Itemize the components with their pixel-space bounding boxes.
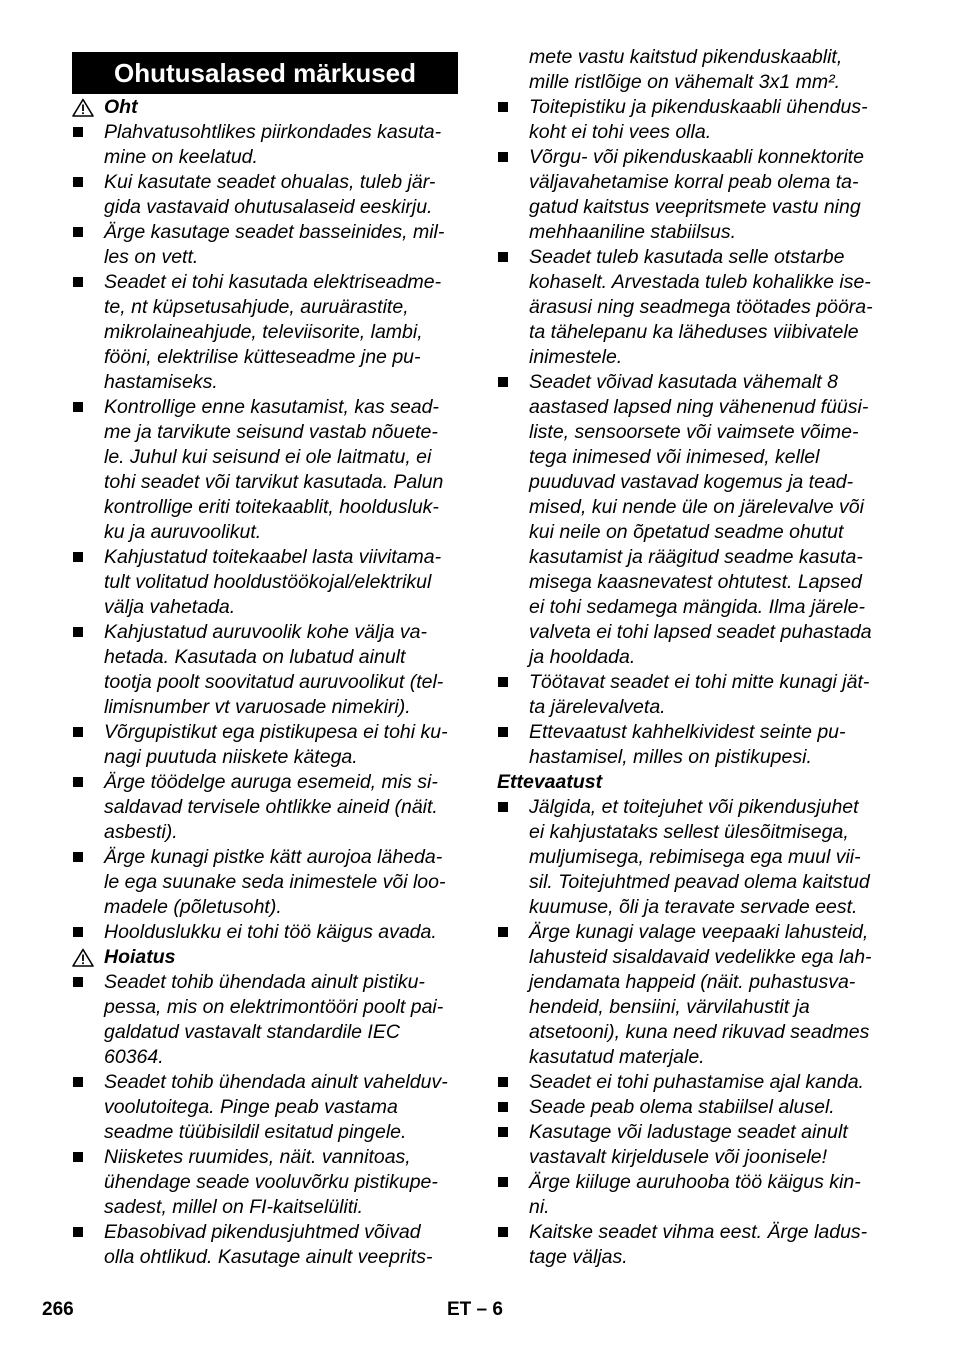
text-line: limisnumber vt varuosade nimekiri).	[104, 696, 411, 718]
text-line: hetada. Kasutada on lubatud ainult	[104, 646, 406, 668]
text-line: Ärge kasutage seadet basseinides, mil-	[104, 221, 445, 243]
text-line: gida vastavaid ohutusalaseid eeskirju.	[104, 196, 433, 218]
list-item	[497, 720, 889, 770]
text-line: Plahvatusohtlikes piirkondades kasuta-	[104, 121, 442, 143]
bullet-square-icon	[498, 1102, 508, 1112]
bullet-square-icon	[73, 1227, 83, 1237]
text-line: kui neile on õpetatud seadme ohutut	[529, 521, 844, 543]
bullet-square-icon	[498, 802, 508, 812]
text-line: seadme tüübisildil esitatud pingele.	[104, 1121, 407, 1143]
text-line: hastamisel, milles on pistikupesi.	[529, 746, 812, 768]
bullet-square-icon	[73, 227, 83, 237]
text-line: liste, sensoorsete või vaimsete võime-	[529, 421, 859, 443]
text-line: te, nt küpsetusahjude, auruärastite,	[104, 296, 409, 318]
text-line: muljumisega, rebimisega ega muul vii-	[529, 846, 861, 868]
list-item-continuation	[497, 45, 889, 95]
list-item	[72, 920, 458, 945]
heading-text: Hoiatus	[104, 946, 176, 968]
page-number: 266	[42, 1299, 74, 1320]
list-item	[497, 245, 889, 370]
bullet-square-icon	[73, 277, 83, 287]
text-line: Kontrollige enne kasutamist, kas sead-	[104, 396, 439, 418]
text-line: Võrgu- või pikenduskaabli konnektorite	[529, 146, 864, 168]
text-line: inimestele.	[529, 346, 623, 368]
text-line: sadest, millel on FI-kaitselüliti.	[104, 1196, 364, 1218]
bullet-square-icon	[498, 377, 508, 387]
list-item	[72, 120, 458, 170]
bullet-square-icon	[498, 1127, 508, 1137]
warning-heading	[72, 945, 458, 970]
text-line: tootja poolt soovitatud auruvoolikut (tel-	[104, 671, 444, 693]
bullet-square-icon	[498, 677, 508, 687]
bullet-square-icon	[498, 727, 508, 737]
text-line: ühendage seade vooluvõrku pistikupe-	[104, 1171, 438, 1193]
warning-heading	[72, 95, 458, 120]
text-line: sil. Toitejuhtmed peavad olema kaitstud	[529, 871, 870, 893]
bullet-square-icon	[498, 927, 508, 937]
text-line: Ebasobivad pikendusjuhtmed võivad	[104, 1221, 421, 1243]
text-line: mille ristlõige on vähemalt 3x1 mm².	[529, 71, 841, 93]
text-line: saldavad tervisele ohtlikke aineid (näit.	[104, 796, 438, 818]
heading-text: Oht	[104, 96, 138, 118]
text-line: kasutatud materjale.	[529, 1046, 705, 1068]
list-item	[497, 145, 889, 245]
text-line: ei kahjustataks sellest ülesõitmisega,	[529, 821, 849, 843]
text-line: Kahjustatud toitekaabel lasta viivitama-	[104, 546, 442, 568]
text-line: ku ja auruvoolikut.	[104, 521, 262, 543]
text-line: aastased lapsed ning vähenenud füüsi-	[529, 396, 869, 418]
bullet-square-icon	[498, 152, 508, 162]
list-item	[72, 1070, 458, 1145]
text-line: le. Juhul kui seisund ei ole laitmatu, ei	[104, 446, 432, 468]
text-line: Seadet tuleb kasutada selle otstarbe	[529, 246, 845, 268]
bullet-square-icon	[73, 402, 83, 412]
list-item	[72, 170, 458, 220]
text-line: jendamata happeid (näit. puhastusva-	[529, 971, 856, 993]
text-line: kasutamist ja räägitud seadme kasuta-	[529, 546, 863, 568]
caution-heading	[497, 770, 889, 795]
list-item	[497, 1170, 889, 1220]
bullet-square-icon	[73, 177, 83, 187]
text-line: voolutoitega. Pinge peab vastama	[104, 1096, 398, 1118]
list-item	[497, 1120, 889, 1170]
text-line: Seadet ei tohi puhastamise ajal kanda.	[529, 1071, 864, 1093]
list-item	[72, 845, 458, 920]
list-item	[497, 1095, 889, 1120]
text-line: mised, kui nende üle on järelevalve või	[529, 496, 864, 518]
list-item	[497, 95, 889, 145]
text-line: me ja tarvikute seisund vastab nõuete-	[104, 421, 438, 443]
text-line: ärasusi ning seadmega töötades pööra-	[529, 296, 873, 318]
text-line: kohaselt. Arvestada tuleb kohalikke ise-	[529, 271, 871, 293]
text-line: vastavalt kirjeldusele või joonisele!	[529, 1146, 828, 1168]
heading-text: Ettevaatust	[497, 771, 603, 793]
section-title: Ohutusalased märkused	[72, 52, 458, 94]
text-line: valveta ei tohi lapsed seadet puhastada	[529, 621, 872, 643]
text-line: Ettevaatust kahhelkividest seinte pu-	[529, 721, 846, 743]
list-item	[497, 670, 889, 720]
section-id: ET – 6	[447, 1299, 503, 1320]
text-line: Jälgida, et toitejuhet või pikendusjuhet	[529, 796, 859, 818]
text-line: Kaitske seadet vihma eest. Ärge ladus-	[529, 1221, 868, 1243]
text-line: nagi puutuda niiskete kätega.	[104, 746, 358, 768]
text-line: lahusteid sisaldavaid vedelikke ega lah-	[529, 946, 872, 968]
text-line: Niisketes ruumides, näit. vannitoas,	[104, 1146, 411, 1168]
list-item	[497, 370, 889, 670]
bullet-square-icon	[73, 852, 83, 862]
text-line: puuduvad vastavad kogemus ja tead-	[529, 471, 854, 493]
bullet-square-icon	[73, 927, 83, 937]
text-line: kuumuse, õli ja teravate servade eest.	[529, 896, 858, 918]
text-line: Kahjustatud auruvoolik kohe välja va-	[104, 621, 428, 643]
text-line: pessa, mis on elektrimontööri poolt pai-	[104, 996, 444, 1018]
bullet-square-icon	[73, 1077, 83, 1087]
text-line: mikrolaineahjude, televiisorite, lambi,	[104, 321, 423, 343]
list-item	[497, 1220, 889, 1270]
text-line: Seadet tohib ühendada ainult pistiku-	[104, 971, 425, 993]
text-line: välja vahetada.	[104, 596, 236, 618]
text-line: olla ohtlikud. Kasutage ainult veeprits-	[104, 1246, 433, 1268]
text-line: Seadet tohib ühendada ainult vahelduv-	[104, 1071, 448, 1093]
text-line: tult volitatud hooldustöökojal/elektrikul	[104, 571, 432, 593]
list-item	[72, 720, 458, 770]
text-line: Ärge kiiluge auruhooba töö käigus kin-	[529, 1171, 861, 1193]
warning-triangle-icon	[72, 948, 94, 967]
list-item	[497, 920, 889, 1070]
text-line: 60364.	[104, 1046, 164, 1068]
text-line: Ärge töödelge auruga esemeid, mis si-	[104, 771, 438, 793]
text-line: Kasutage või ladustage seadet ainult	[529, 1121, 848, 1143]
text-line: hastamiseks.	[104, 371, 218, 393]
warning-triangle-icon	[72, 98, 94, 117]
text-line: Seadet võivad kasutada vähemalt 8	[529, 371, 838, 393]
list-item	[72, 545, 458, 620]
list-item	[72, 270, 458, 395]
left-text-flow	[72, 95, 458, 1270]
text-line: Toitepistiku ja pikenduskaabli ühendus-	[529, 96, 868, 118]
list-item	[497, 795, 889, 920]
bullet-square-icon	[73, 627, 83, 637]
list-item	[72, 620, 458, 720]
bullet-square-icon	[73, 777, 83, 787]
text-line: galdatud vastavalt standardile IEC	[104, 1021, 400, 1043]
text-line: fööni, elektrilise kütteseadme jne pu-	[104, 346, 421, 368]
text-line: Töötavat seadet ei tohi mitte kunagi jät-	[529, 671, 870, 693]
bullet-square-icon	[73, 727, 83, 737]
text-line: ni.	[529, 1196, 550, 1218]
list-item	[72, 770, 458, 845]
bullet-square-icon	[498, 1177, 508, 1187]
text-line: misega kaasnevatest ohtutest. Lapsed	[529, 571, 862, 593]
text-line: mete vastu kaitstud pikenduskaablit,	[529, 46, 843, 68]
text-line: ta järelevalveta.	[529, 696, 666, 718]
text-line: Seadet ei tohi kasutada elektriseadme-	[104, 271, 442, 293]
text-line: Seade peab olema stabiilsel alusel.	[529, 1096, 835, 1118]
text-line: Ärge kunagi pistke kätt aurojoa läheda-	[104, 846, 443, 868]
bullet-square-icon	[498, 102, 508, 112]
text-line: tohi seadet või tarvikut kasutada. Palun	[104, 471, 444, 493]
text-line: tage väljas.	[529, 1246, 628, 1268]
text-line: madele (põletusoht).	[104, 896, 282, 918]
text-line: le ega suunake seda inimestele või loo-	[104, 871, 446, 893]
text-line: kontrollige eriti toitekaablit, hooldusluk-	[104, 496, 439, 518]
text-line: mehhaaniline stabiilsus.	[529, 221, 737, 243]
text-line: koht ei tohi vees olla.	[529, 121, 712, 143]
list-item	[72, 220, 458, 270]
text-line: hendeid, bensiini, värvilahustit ja	[529, 996, 810, 1018]
bullet-square-icon	[73, 977, 83, 987]
bullet-square-icon	[73, 127, 83, 137]
text-line: atsetooni), kuna need rikuvad seadmes	[529, 1021, 870, 1043]
text-line: asbesti).	[104, 821, 178, 843]
list-item	[72, 395, 458, 545]
text-line: Ärge kunagi valage veepaaki lahusteid,	[529, 921, 869, 943]
text-line: tega inimesed või inimesed, kellel	[529, 446, 820, 468]
text-line: les on vett.	[104, 246, 199, 268]
text-line: gatud kaitstus veepritsmete vastu ning	[529, 196, 861, 218]
text-line: Kui kasutate seadet ohualas, tuleb jär-	[104, 171, 436, 193]
text-line: Võrgupistikut ega pistikupesa ei tohi ku-	[104, 721, 448, 743]
list-item	[72, 1220, 458, 1270]
text-line: mine on keelatud.	[104, 146, 258, 168]
bullet-square-icon	[498, 252, 508, 262]
bullet-square-icon	[498, 1227, 508, 1237]
text-line: ei tohi sedamega mängida. Ilma järele-	[529, 596, 866, 618]
list-item	[72, 1145, 458, 1220]
bullet-square-icon	[73, 552, 83, 562]
right-text-flow	[497, 45, 889, 1270]
text-line: ta tähelepanu ka läheduses viibivatele	[529, 321, 859, 343]
bullet-square-icon	[498, 1077, 508, 1087]
text-line: väljavahetamise korral peab olema ta-	[529, 171, 859, 193]
text-line: Hoolduslukku ei tohi töö käigus avada.	[104, 921, 437, 943]
list-item	[72, 970, 458, 1070]
text-line: ja hooldada.	[529, 646, 636, 668]
list-item	[497, 1070, 889, 1095]
bullet-square-icon	[73, 1152, 83, 1162]
